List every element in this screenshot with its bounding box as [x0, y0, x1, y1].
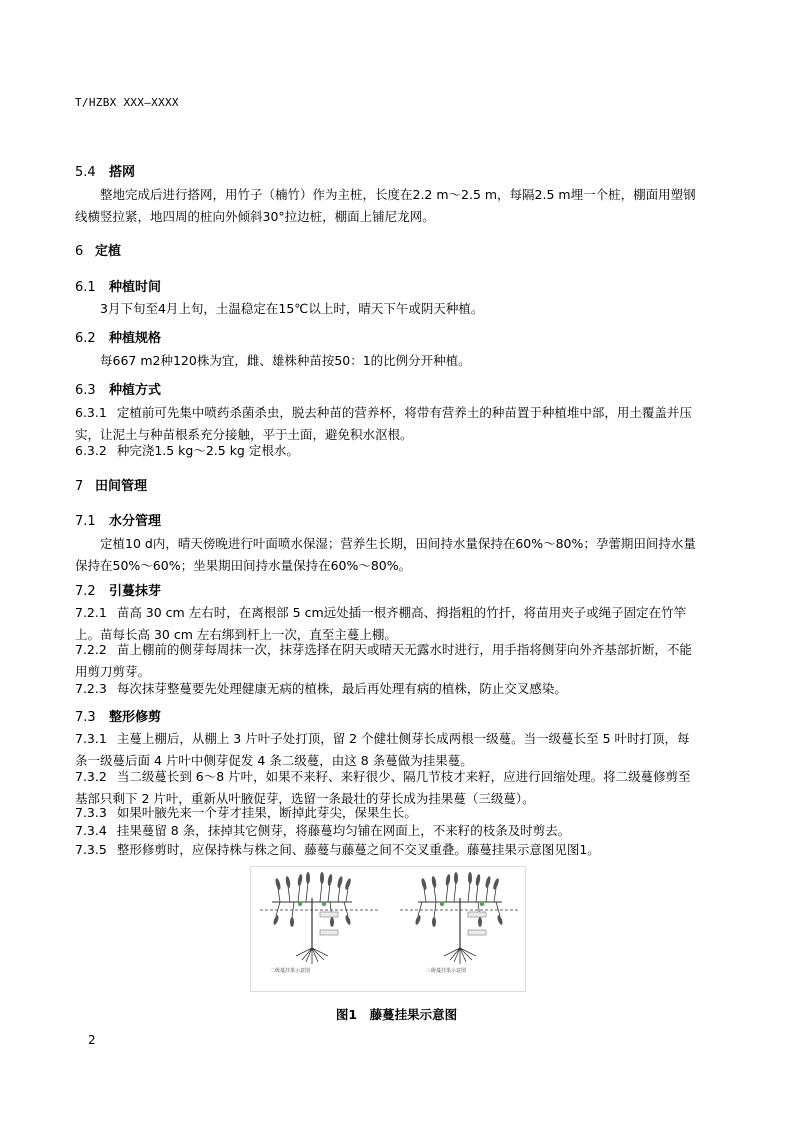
section-6-3-heading [75, 379, 161, 398]
section-5-4-paragraph: 整地完成后进行搭网，用竹子（楠竹）作为主桩，长度在2.2 m～2.5 m，每隔2.5 m埋一个桩，棚面用塑钢线横竖拉紧，地四周的桩向外倾斜30°拉边桩，棚面上铺尼龙网。 [75, 187, 696, 224]
leaf [327, 874, 333, 887]
fruit [480, 902, 484, 906]
section-6-heading [75, 240, 121, 259]
page-number: 2 [88, 1033, 96, 1047]
section-number: 7.2 [75, 584, 96, 599]
section-number: 6.3 [75, 383, 96, 398]
clause-number: 7.3.4 [75, 823, 107, 838]
clause-number: 7.2.3 [75, 681, 107, 696]
clause-text: 种完浇1.5 kg～2.5 kg 定根水。 [116, 443, 299, 458]
figure-title: 图1 藤蔓挂果示意图 [335, 1007, 458, 1022]
root-system [444, 948, 476, 964]
leaf [445, 874, 451, 887]
document-header: T/HZBX XXX—XXXX [75, 96, 179, 109]
clause-text: 主蔓上棚后，从棚上 3 片叶子处打顶，留 2 个健壮侧芽长成两根一级蔓。当一级蔓长至 5 叶时打顶，每条一级蔓后面 4 片叶中侧芽促发 4 条二级蔓，由这 8 条蔓做为挂果蔓。 [75, 731, 690, 768]
leaf [344, 915, 351, 926]
leaf [285, 876, 291, 889]
leaf [485, 876, 492, 889]
section-number: 5.4 [75, 165, 96, 180]
section-6-2-paragraph: 每667 m2种120株为宜，雌、雄株种苗按50：1的比例分开种植。 [100, 353, 471, 368]
clause-text: 挂果蔓留 8 条，抹掉其它侧芽，将藤蔓均匀铺在网面上，不来籽的枝条及时剪去。 [116, 823, 571, 838]
leaf [478, 917, 482, 927]
clause-6-3-2 [75, 440, 700, 462]
section-number: 7.1 [75, 514, 96, 529]
section-7-1-heading [75, 510, 161, 529]
section-title: 种植方式 [109, 383, 162, 398]
clause-number: 7.2.2 [75, 642, 107, 657]
clause-number: 7.3.2 [75, 769, 107, 784]
section-title: 引蔓抹芽 [109, 584, 162, 599]
leaf [306, 872, 310, 884]
leaf [330, 917, 334, 927]
section-7-heading [75, 475, 147, 494]
leaf [337, 876, 344, 889]
clause-number: 7.3.5 [75, 842, 107, 857]
clause-7-2-3 [75, 678, 700, 700]
leaf [272, 915, 279, 926]
section-number: 6.2 [75, 331, 96, 346]
clause-text: 苗高 30 cm 左右时，在离根部 5 cm远处插一根齐棚高、拇指粗的竹扦，将苗用夹子或绳子固定在竹竿上。苗每长高 30 cm 左右绑到杆上一次，直至主蔓上棚。 [75, 605, 687, 642]
clause-text: 整形修剪时，应保持株与株之间、藤蔓与藤蔓之间不交叉重叠。藤蔓挂果示意图见图1。 [116, 842, 600, 857]
section-7-3-heading [75, 706, 161, 725]
right-leaves [414, 872, 503, 927]
fruit [298, 902, 302, 906]
clause-number: 7.3.3 [75, 805, 107, 820]
section-title: 种植时间 [109, 280, 162, 295]
clause-7-3-5 [75, 839, 700, 861]
leaf [431, 876, 437, 889]
leaf [290, 917, 294, 927]
clause-text: 当二级蔓长到 6～8 片叶，如果不来籽、来籽很少、隔几节枝才来籽，应进行回缩处理。将二级蔓修剪至基部只剩下 2 片叶，重新从叶腋促芽，选留一条最壮的芽长成为挂果蔓（三级蔓）。 [75, 769, 691, 806]
fruit [440, 902, 444, 906]
section-number: 6 [75, 244, 84, 259]
leaf [454, 872, 458, 884]
section-title: 田间管理 [95, 479, 148, 494]
section-6-1-heading [75, 276, 161, 295]
section-title: 水分管理 [109, 514, 162, 529]
leaf [297, 874, 303, 887]
clause-number: 7.3.1 [75, 731, 107, 746]
clause-number: 7.2.1 [75, 605, 107, 620]
label-box [320, 930, 338, 935]
section-number: 7.3 [75, 710, 96, 725]
clause-text: 定植前可先集中喷药杀菌杀虫，脱去种苗的营养杯，将带有营养土的种苗置于种植堆中部，用土覆盖并压实，让泥土与种苗根系充分接触，平于土面，避免积水沤根。 [75, 405, 692, 442]
clause-number: 6.3.2 [75, 443, 107, 458]
section-7-2-heading [75, 580, 161, 599]
clause-text: 如果叶腋先来一个芽才挂果，断掉此芽尖，保果生长。 [116, 805, 417, 820]
section-5-4-heading [75, 161, 135, 180]
section-title: 搭网 [109, 165, 136, 180]
section-number: 7 [75, 479, 84, 494]
right-figure-caption: 三级蔓挂果示意图 [426, 968, 467, 974]
fruit [322, 902, 326, 906]
section-7-1-paragraph: 定植10 d内，晴天傍晚进行叶面喷水保湿；营养生长期，田间持水量保持在60%～80%；孕蕾期田间持水量保持在50%～60%；坐果期田间持水量保持在60%～80%。 [75, 536, 696, 573]
section-6-2-heading [75, 327, 161, 346]
clause-7-2-2 [75, 639, 700, 683]
section-title: 整形修剪 [109, 710, 162, 725]
root-system [296, 948, 328, 964]
section-title: 定植 [95, 244, 122, 259]
leaf [421, 878, 428, 891]
label-box [468, 912, 486, 917]
leaf [468, 872, 472, 884]
leaf [320, 872, 324, 884]
leaf [275, 878, 282, 891]
left-figure-caption: 二级蔓挂果示意图 [270, 968, 311, 974]
leaf [475, 874, 481, 887]
clause-text: 苗上棚前的侧芽每周抹一次，抹芽选择在阴天或晴天无露水时进行，用手指将侧芽向外齐基部折断，不能用剪刀剪芽。 [75, 642, 692, 679]
section-number: 6.1 [75, 280, 96, 295]
leaf [414, 915, 421, 926]
clause-text: 每次抹芽整蔓要先处理健康无病的植株，最后再处理有病的植株，防止交叉感染。 [116, 681, 567, 696]
section-6-1-paragraph: 3月下旬至4月上旬，土温稳定在15℃以上时，晴天下午或阴天种植。 [100, 301, 484, 316]
leaf [432, 917, 436, 927]
vine-fruiting-figure [250, 866, 526, 992]
label-box [320, 912, 338, 917]
branch-lines [418, 882, 500, 918]
section-title: 种植规格 [109, 331, 162, 346]
label-box [468, 930, 486, 935]
leaf [496, 915, 503, 926]
left-plant-diagram [260, 882, 380, 964]
clause-number: 6.3.1 [75, 405, 107, 420]
